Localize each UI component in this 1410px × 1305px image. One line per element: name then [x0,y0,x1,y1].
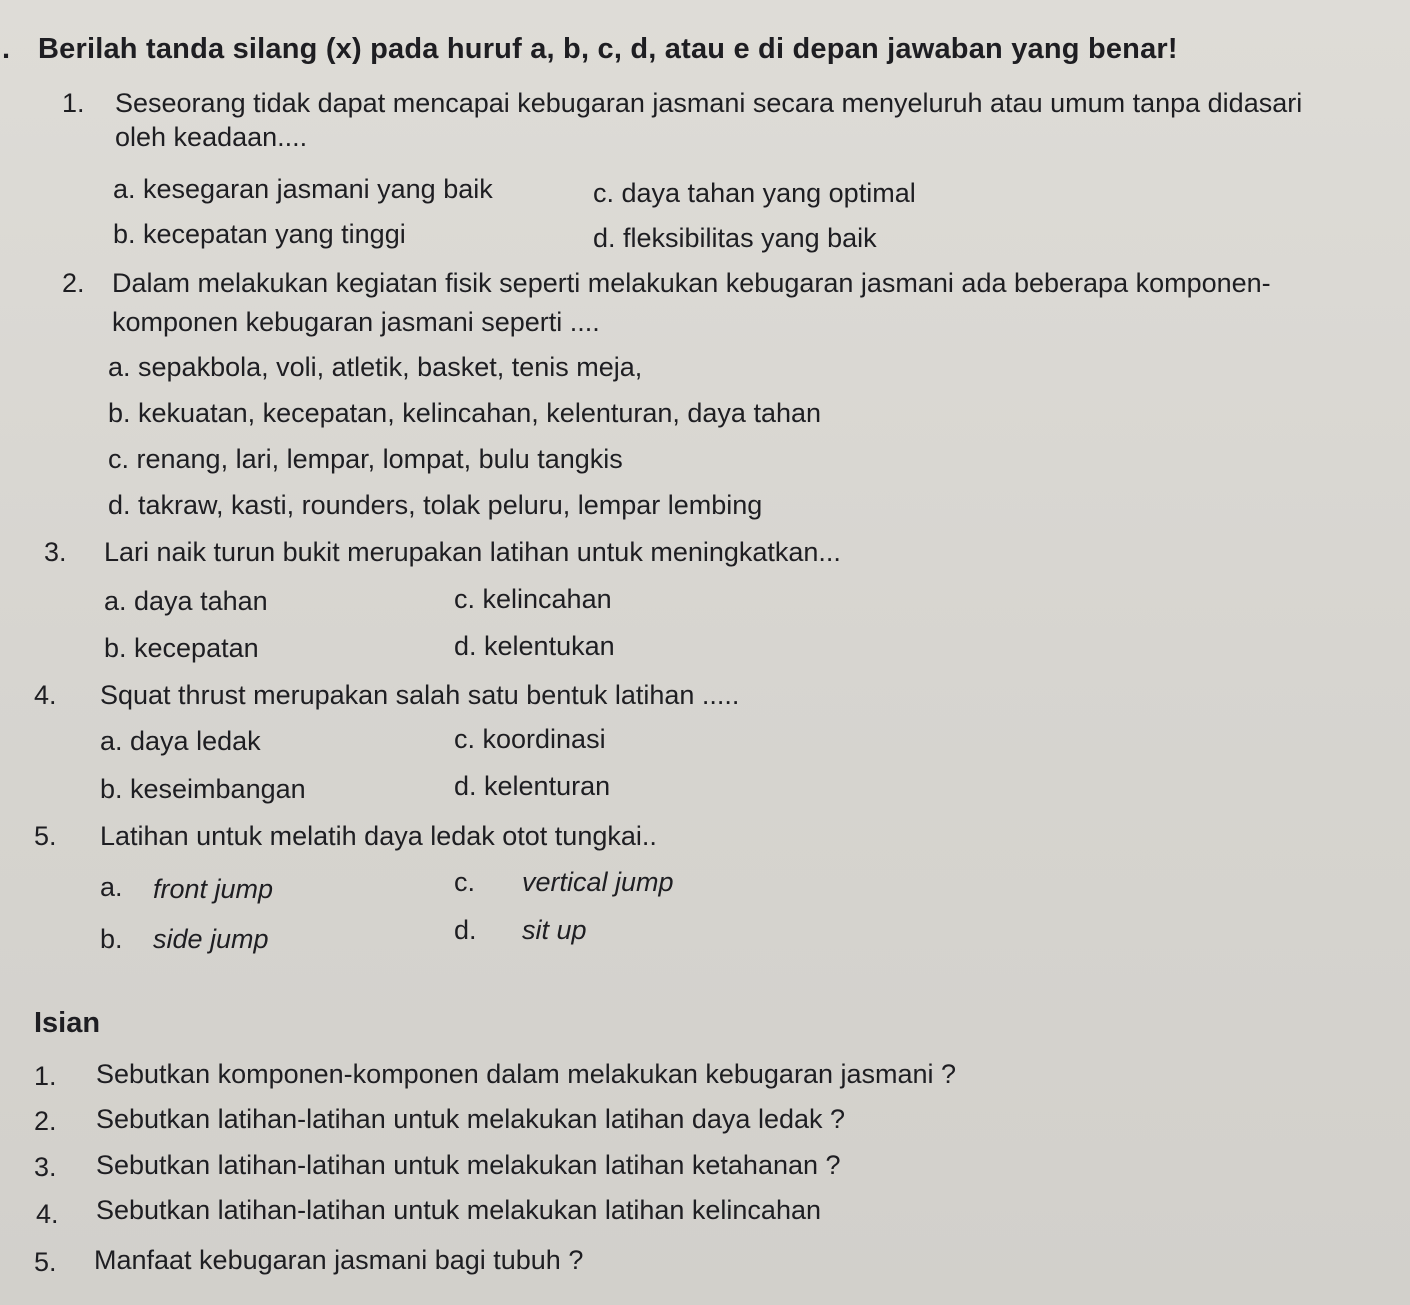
q5-number: 5. [34,821,57,851]
q3-option-d[interactable]: d. kelentukan [454,631,615,661]
essay-3-text: Sebutkan latihan-latihan untuk melakukan latihan ketahanan ? [96,1150,841,1180]
q4-text: Squat thrust merupakan salah satu bentuk latihan ..... [100,680,740,710]
q1-text-line2: oleh keadaan.... [115,122,308,152]
q4-option-b[interactable]: b. keseimbangan [100,774,306,804]
q1-option-c[interactable]: c. daya tahan yang optimal [593,178,916,208]
essay-1-text: Sebutkan komponen-komponen dalam melakukan kebugaran jasmani ? [96,1059,957,1089]
essay-4-text: Sebutkan latihan-latihan untuk melakukan latihan kelincahan [96,1195,821,1225]
q5-text: Latihan untuk melatih daya ledak otot tungkai.. [100,821,657,851]
q2-option-d[interactable]: d. takraw, kasti, rounders, tolak peluru, lempar lembing [108,490,763,520]
essay-4-number: 4. [36,1199,59,1229]
q2-option-b[interactable]: b. kekuatan, kecepatan, kelincahan, kelenturan, daya tahan [108,398,822,428]
q2-text-line2: komponen kebugaran jasmani seperti .... [112,307,600,337]
q1-option-a[interactable]: a. kesegaran jasmani yang baik [113,174,493,204]
q5-option-a-letter: a. [100,872,123,902]
q4-option-a[interactable]: a. daya ledak [100,726,261,756]
q1-option-d[interactable]: d. fleksibilitas yang baik [593,223,877,253]
instruction-heading: Berilah tanda silang (x) pada huruf a, b, c, d, atau e di depan jawaban yang benar! [38,33,1178,65]
q3-text: Lari naik turun bukit merupakan latihan untuk meningkatkan... [104,537,841,567]
essay-5-text: Manfaat kebugaran jasmani bagi tubuh ? [94,1245,584,1275]
q4-number: 4. [34,680,57,710]
essay-1-number: 1. [34,1061,57,1091]
essay-section-title: Isian [34,1007,101,1039]
q1-option-b[interactable]: b. kecepatan yang tinggi [113,219,406,249]
q5-option-d-letter: d. [454,915,477,945]
q2-number: 2. [62,268,85,298]
q3-option-c[interactable]: c. kelincahan [454,584,612,614]
q2-option-c[interactable]: c. renang, lari, lempar, lompat, bulu tangkis [108,444,623,474]
q2-option-a[interactable]: a. sepakbola, voli, atletik, basket, tenis meja, [108,352,643,382]
q3-number: 3. [44,537,67,567]
q4-option-d[interactable]: d. kelenturan [454,771,611,801]
q2-text-line1: Dalam melakukan kegiatan fisik seperti melakukan kebugaran jasmani ada beberapa komponen- [112,268,1271,298]
q5-option-b-letter: b. [100,924,123,954]
q5-option-d[interactable]: sit up [522,915,587,945]
q5-option-b[interactable]: side jump [153,924,269,954]
q5-option-c[interactable]: vertical jump [522,867,674,897]
q5-option-c-letter: c. [454,867,476,897]
essay-5-number: 5. [34,1247,57,1277]
q1-number: 1. [62,88,85,118]
instruction-prefix: . [2,33,11,65]
essay-3-number: 3. [34,1152,57,1182]
q3-option-a[interactable]: a. daya tahan [104,586,268,616]
essay-2-number: 2. [34,1106,57,1136]
essay-2-text: Sebutkan latihan-latihan untuk melakukan latihan daya ledak ? [96,1104,846,1134]
q4-option-c[interactable]: c. koordinasi [454,724,606,754]
q3-option-b[interactable]: b. kecepatan [104,633,259,663]
q5-option-a[interactable]: front jump [153,874,274,904]
q1-text-line1: Seseorang tidak dapat mencapai kebugaran jasmani secara menyeluruh atau umum tanpa didasari [115,88,1303,118]
